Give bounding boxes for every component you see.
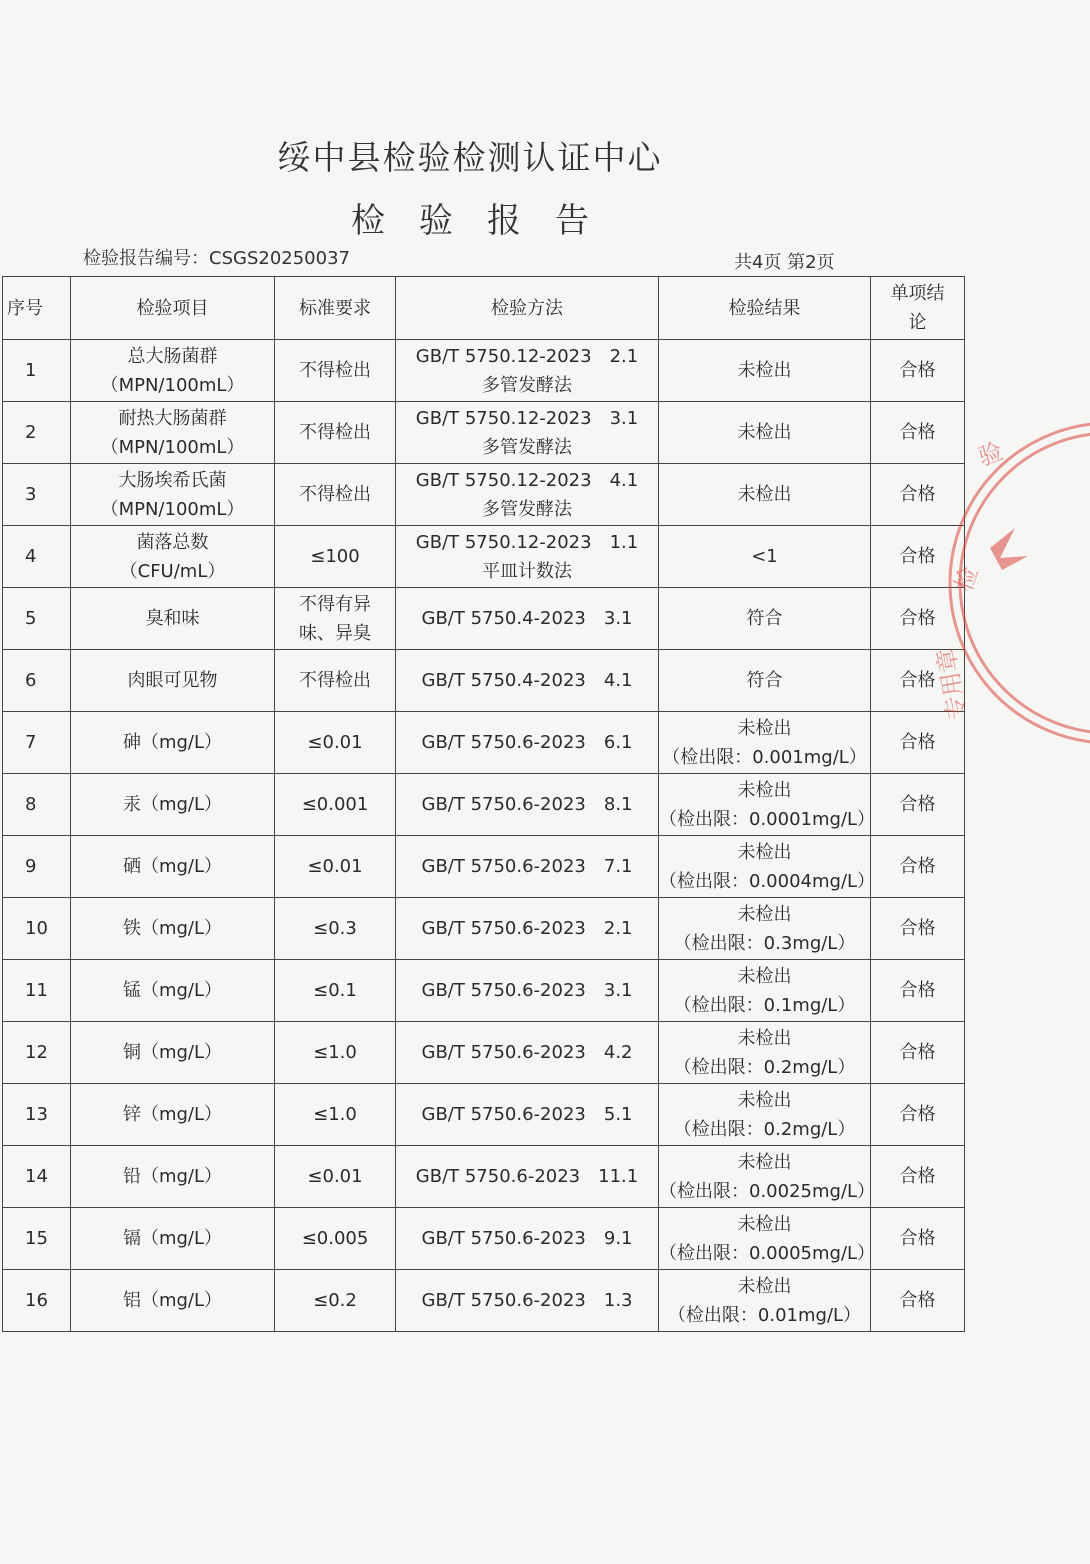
test-method-text: GB/T 5750.6-2023 11.1 — [415, 1166, 639, 1187]
standard-requirement — [275, 712, 396, 774]
test-result-text: 未检出 — [737, 1027, 792, 1049]
test-result-text: （检出限：0.2mg/L） — [673, 1118, 856, 1140]
standard-requirement — [275, 1084, 396, 1146]
test-result-text: 未检出 — [737, 422, 792, 443]
standard-requirement-text: 不得检出 — [299, 670, 371, 691]
test-result-text: <1 — [751, 546, 778, 567]
test-result-text: 符合 — [746, 608, 783, 629]
test-item — [71, 836, 275, 898]
item-verdict — [871, 650, 965, 712]
table-row — [3, 712, 965, 774]
standard-requirement — [275, 1208, 396, 1270]
test-result — [659, 402, 871, 464]
item-verdict-text: 合格 — [899, 1166, 936, 1187]
test-method-text: GB/T 5750.6-2023 7.1 — [421, 856, 633, 877]
test-item-text: 大肠埃希氏菌 — [118, 469, 227, 491]
test-result — [659, 1022, 871, 1084]
test-result-text: 未检出 — [737, 779, 792, 801]
test-item-text: 硒（mg/L） — [122, 856, 223, 877]
item-verdict — [871, 464, 965, 526]
test-item — [71, 1022, 275, 1084]
test-method-text: GB/T 5750.12-2023 1.1 — [415, 531, 639, 553]
row-number-text: 9 — [25, 856, 37, 877]
test-result-text: 未检出 — [737, 1089, 792, 1111]
table-header-row — [3, 277, 965, 340]
standard-requirement-text: 不得检出 — [299, 484, 371, 505]
table-row — [3, 588, 965, 650]
test-method — [396, 1270, 659, 1332]
test-result-text: （检出限：0.0025mg/L） — [659, 1180, 876, 1202]
test-method-text: 多管发酵法 — [482, 374, 572, 396]
item-verdict — [871, 960, 965, 1022]
test-result-text: 未检出 — [737, 1275, 792, 1297]
table-body — [3, 340, 965, 1332]
test-item-text: （MPN/100mL） — [100, 498, 245, 520]
test-method — [396, 774, 659, 836]
row-number — [3, 1022, 71, 1084]
test-result — [659, 650, 871, 712]
table-row — [3, 960, 965, 1022]
test-result-text: 未检出 — [737, 717, 792, 739]
test-item — [71, 898, 275, 960]
item-verdict — [871, 712, 965, 774]
test-result-text: 未检出 — [737, 484, 792, 505]
test-method — [396, 712, 659, 774]
test-item-text: 总大肠菌群 — [127, 345, 218, 367]
table-row — [3, 1084, 965, 1146]
item-verdict-text: 合格 — [899, 484, 936, 505]
test-method-text: GB/T 5750.4-2023 3.1 — [421, 608, 633, 629]
test-item-text: 锌（mg/L） — [122, 1104, 223, 1125]
svg-text:验: 验 — [974, 437, 1007, 472]
test-item — [71, 960, 275, 1022]
item-verdict-text: 合格 — [899, 422, 936, 443]
standard-requirement-text: 不得检出 — [299, 422, 371, 443]
test-result-text: 未检出 — [737, 841, 792, 863]
test-result — [659, 588, 871, 650]
table-row — [3, 774, 965, 836]
test-result-text: 符合 — [746, 670, 783, 691]
test-method — [396, 588, 659, 650]
row-number-text: 15 — [25, 1228, 48, 1249]
item-verdict — [871, 1208, 965, 1270]
table-row — [3, 836, 965, 898]
row-number — [3, 1270, 71, 1332]
row-number — [3, 712, 71, 774]
standard-requirement — [275, 650, 396, 712]
item-verdict-text: 合格 — [899, 856, 936, 877]
standard-requirement-text: ≤0.3 — [313, 918, 357, 939]
item-verdict — [871, 898, 965, 960]
table-row — [3, 1022, 965, 1084]
test-method — [396, 1146, 659, 1208]
row-number-text: 7 — [25, 732, 37, 753]
test-item — [71, 1084, 275, 1146]
row-number — [3, 836, 71, 898]
test-method-text: GB/T 5750.12-2023 4.1 — [415, 469, 639, 491]
test-method-text: GB/T 5750.6-2023 9.1 — [421, 1228, 633, 1249]
test-result — [659, 340, 871, 402]
test-item — [71, 340, 275, 402]
row-number-text: 11 — [25, 980, 48, 1001]
row-number — [3, 340, 71, 402]
test-method — [396, 1208, 659, 1270]
test-item-text: 砷（mg/L） — [122, 732, 223, 753]
test-method-text: 多管发酵法 — [482, 436, 572, 458]
standard-requirement-text: 不得检出 — [299, 360, 371, 381]
item-verdict — [871, 1270, 965, 1332]
standard-requirement-text: 味、异臭 — [299, 622, 371, 644]
test-method-text: GB/T 5750.6-2023 6.1 — [421, 732, 633, 753]
standard-requirement — [275, 340, 396, 402]
table-row — [3, 898, 965, 960]
test-item-text: 汞（mg/L） — [122, 794, 223, 815]
header-requirement: 标准要求 — [275, 277, 396, 340]
item-verdict-text: 合格 — [899, 670, 936, 691]
test-item-text: 铁（mg/L） — [122, 918, 223, 939]
test-result — [659, 464, 871, 526]
item-verdict-text: 合格 — [899, 980, 936, 1001]
row-number — [3, 774, 71, 836]
row-number — [3, 464, 71, 526]
test-item-text: 铅（mg/L） — [122, 1166, 223, 1187]
test-item-text: 锰（mg/L） — [122, 980, 223, 1001]
table-row — [3, 650, 965, 712]
row-number-text: 14 — [25, 1166, 48, 1187]
test-result-text: 未检出 — [737, 360, 792, 381]
item-verdict — [871, 1084, 965, 1146]
test-result — [659, 1146, 876, 1208]
table-row — [3, 1208, 965, 1270]
test-method-text: GB/T 5750.6-2023 2.1 — [421, 918, 633, 939]
item-verdict — [871, 526, 965, 588]
item-verdict-text: 合格 — [899, 794, 936, 815]
standard-requirement-text: ≤0.005 — [301, 1228, 369, 1249]
test-item-text: （MPN/100mL） — [100, 436, 245, 458]
standard-requirement — [275, 898, 396, 960]
standard-requirement — [275, 402, 396, 464]
standard-requirement — [275, 588, 396, 650]
item-verdict — [871, 402, 965, 464]
test-method — [396, 960, 659, 1022]
test-item-text: 臭和味 — [145, 608, 200, 629]
organization-name: 绥中县检验检测认证中心 — [277, 138, 663, 177]
item-verdict — [871, 588, 965, 650]
test-method — [396, 340, 659, 402]
row-number — [3, 650, 71, 712]
test-method — [396, 1084, 659, 1146]
standard-requirement-text: ≤0.01 — [307, 856, 363, 877]
test-result-text: （检出限：0.0004mg/L） — [659, 870, 876, 892]
standard-requirement — [275, 526, 396, 588]
test-result — [659, 836, 876, 898]
standard-requirement-text: ≤0.01 — [307, 732, 363, 753]
standard-requirement-text: ≤0.001 — [301, 794, 369, 815]
test-result — [659, 526, 871, 588]
header-item: 检验项目 — [71, 277, 275, 340]
test-method-text: GB/T 5750.4-2023 4.1 — [421, 670, 633, 691]
test-result-text: （检出限：0.0005mg/L） — [659, 1242, 876, 1264]
document-title: 检验报告 — [351, 201, 623, 241]
row-number — [3, 402, 71, 464]
inspection-table — [2, 276, 965, 1332]
standard-requirement — [275, 960, 396, 1022]
test-method-text: GB/T 5750.6-2023 4.2 — [421, 1042, 633, 1063]
row-number — [3, 1084, 71, 1146]
table-row — [3, 402, 965, 464]
row-number — [3, 1146, 71, 1208]
test-method — [396, 898, 659, 960]
item-verdict-text: 合格 — [899, 1228, 936, 1249]
test-result — [659, 1084, 871, 1146]
test-item — [71, 402, 275, 464]
page-indicator: 共4页 第2页 — [734, 252, 835, 273]
row-number-text: 1 — [25, 360, 37, 381]
standard-requirement — [275, 464, 396, 526]
item-verdict-text: 合格 — [899, 360, 936, 381]
header-result: 检验结果 — [659, 277, 871, 340]
test-result-text: 未检出 — [737, 1151, 792, 1173]
row-number — [3, 588, 71, 650]
test-result-text: 未检出 — [737, 965, 792, 987]
item-verdict — [871, 1146, 965, 1208]
test-method-text: GB/T 5750.12-2023 2.1 — [415, 345, 639, 367]
test-item-text: 镉（mg/L） — [122, 1228, 223, 1249]
test-method-text: GB/T 5750.6-2023 5.1 — [421, 1104, 633, 1125]
table-row — [3, 1146, 965, 1208]
test-result-text: （检出限：0.1mg/L） — [673, 994, 856, 1016]
test-method-text: 平皿计数法 — [482, 560, 572, 582]
test-result-text: （检出限：0.2mg/L） — [673, 1056, 856, 1078]
official-seal — [931, 418, 1090, 748]
table-row — [3, 1270, 965, 1332]
test-method — [396, 402, 659, 464]
test-result-text: 未检出 — [737, 1213, 792, 1235]
row-number-text: 13 — [25, 1104, 48, 1125]
row-number-text: 12 — [25, 1042, 48, 1063]
header-seq: 序号 — [3, 277, 71, 340]
test-item — [71, 526, 275, 588]
test-method — [396, 836, 659, 898]
test-item-text: （CFU/mL） — [119, 560, 226, 582]
test-method — [396, 526, 659, 588]
item-verdict — [871, 774, 965, 836]
row-number — [3, 526, 71, 588]
table-row — [3, 464, 965, 526]
test-method — [396, 1022, 659, 1084]
test-item-text: 耐热大肠菌群 — [118, 407, 227, 429]
test-result — [659, 712, 871, 774]
item-verdict-text: 合格 — [899, 546, 936, 567]
test-result — [659, 960, 871, 1022]
test-result-text: （检出限：0.0001mg/L） — [659, 808, 876, 830]
item-verdict-text: 合格 — [899, 732, 936, 753]
standard-requirement — [275, 836, 396, 898]
test-method-text: GB/T 5750.6-2023 8.1 — [421, 794, 633, 815]
standard-requirement-text: ≤0.1 — [313, 980, 357, 1001]
svg-text:检: 检 — [949, 562, 984, 596]
test-item — [71, 1270, 275, 1332]
test-result — [659, 1208, 876, 1270]
standard-requirement-text: ≤100 — [310, 546, 360, 567]
test-method — [396, 650, 659, 712]
test-item — [71, 1146, 275, 1208]
item-verdict-text: 合格 — [899, 1104, 936, 1125]
test-item — [71, 650, 275, 712]
test-item — [71, 774, 275, 836]
test-item-text: 铝（mg/L） — [122, 1290, 223, 1311]
row-number — [3, 960, 71, 1022]
test-result-text: 未检出 — [737, 903, 792, 925]
test-method-text: GB/T 5750.12-2023 3.1 — [415, 407, 639, 429]
table-row — [3, 526, 965, 588]
item-verdict-text: 合格 — [899, 1290, 936, 1311]
table-row — [3, 340, 965, 402]
test-method-text: 多管发酵法 — [482, 498, 572, 520]
row-number — [3, 1208, 71, 1270]
test-item-text: 菌落总数 — [136, 531, 209, 553]
item-verdict — [871, 836, 965, 898]
test-method-text: GB/T 5750.6-2023 1.3 — [421, 1290, 633, 1311]
standard-requirement-text: ≤0.01 — [307, 1166, 363, 1187]
report-number: 检验报告编号：CSGS20250037 — [83, 248, 350, 269]
test-result-text: （检出限：0.01mg/L） — [667, 1304, 862, 1326]
row-number-text: 4 — [25, 546, 37, 567]
standard-requirement — [275, 1146, 396, 1208]
standard-requirement — [275, 774, 396, 836]
item-verdict — [871, 1022, 965, 1084]
test-result-text: （检出限：0.001mg/L） — [662, 746, 867, 768]
standard-requirement-text: ≤0.2 — [313, 1290, 357, 1311]
row-number-text: 16 — [25, 1290, 48, 1311]
test-item — [71, 588, 275, 650]
row-number-text: 8 — [25, 794, 37, 815]
standard-requirement-text: 不得有异 — [299, 593, 371, 615]
test-item — [71, 1208, 275, 1270]
test-result — [659, 1270, 871, 1332]
svg-text:专用章: 专用章 — [931, 646, 972, 722]
test-result — [659, 898, 871, 960]
test-item — [71, 712, 275, 774]
test-item-text: 铜（mg/L） — [122, 1042, 223, 1063]
standard-requirement-text: ≤1.0 — [313, 1104, 357, 1125]
row-number-text: 2 — [25, 422, 37, 443]
test-item-text: 肉眼可见物 — [127, 670, 218, 691]
row-number — [3, 898, 71, 960]
header-method: 检验方法 — [396, 277, 659, 340]
test-item-text: （MPN/100mL） — [100, 374, 245, 396]
test-method — [396, 464, 659, 526]
row-number-text: 3 — [25, 484, 37, 505]
row-number-text: 6 — [25, 670, 37, 691]
test-method-text: GB/T 5750.6-2023 3.1 — [421, 980, 633, 1001]
standard-requirement-text: ≤1.0 — [313, 1042, 357, 1063]
standard-requirement — [275, 1270, 396, 1332]
item-verdict-text: 合格 — [899, 918, 936, 939]
header-verdict: 单项结论 — [871, 277, 965, 340]
test-result — [659, 774, 876, 836]
row-number-text: 5 — [25, 608, 37, 629]
standard-requirement — [275, 1022, 396, 1084]
item-verdict — [871, 340, 965, 402]
test-item — [71, 464, 275, 526]
row-number-text: 10 — [25, 918, 48, 939]
test-result-text: （检出限：0.3mg/L） — [673, 932, 856, 954]
item-verdict-text: 合格 — [899, 1042, 936, 1063]
item-verdict-text: 合格 — [899, 608, 936, 629]
